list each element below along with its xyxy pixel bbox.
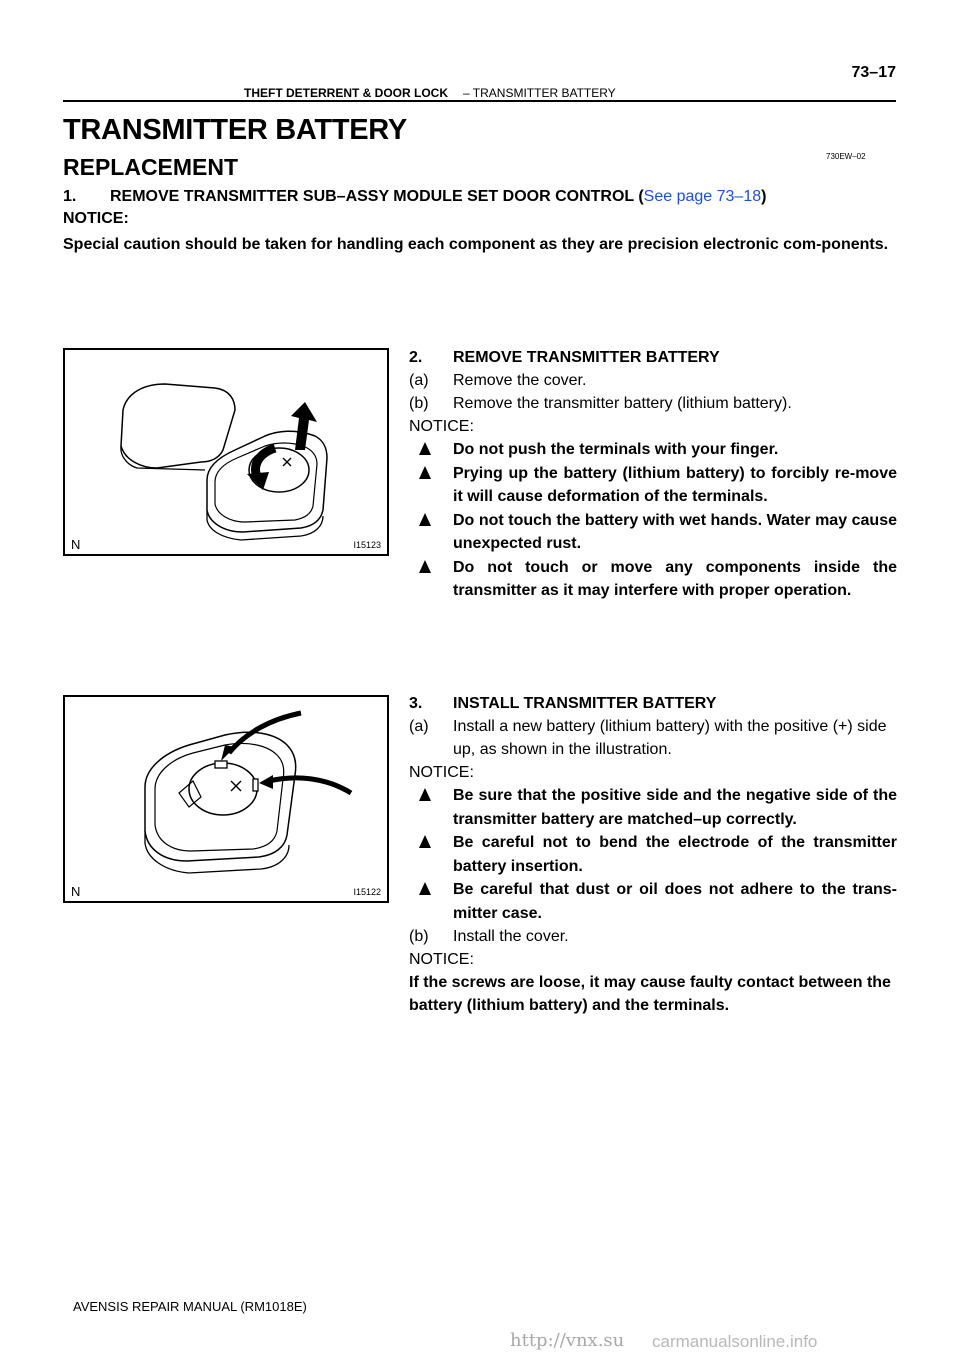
triangle-bullet-icon [419, 882, 431, 895]
step-1-number: 1. [63, 188, 77, 205]
header-rule [63, 100, 896, 102]
step-3-notice-label: NOTICE: [409, 764, 474, 781]
footer-manual: AVENSIS REPAIR MANUAL (RM1018E) [73, 1299, 307, 1314]
triangle-bullet-icon [419, 560, 431, 573]
page-subtitle: REPLACEMENT [63, 154, 239, 180]
header-section: THEFT DETERRENT & DOOR LOCK [244, 86, 448, 100]
step-3-bullet [409, 831, 897, 878]
step-2-bullet-text: Do not touch the battery with wet hands. Water may cause unexpected rust. [453, 511, 897, 552]
footer-link[interactable]: http://vnx.su [510, 1330, 625, 1351]
step-3 [409, 692, 897, 1017]
figure-1-id: I15123 [353, 540, 381, 550]
step-3-title-line [409, 692, 897, 715]
step-2-notice-label: NOTICE: [409, 418, 474, 435]
step-3-sub-b-num: (b) [409, 928, 429, 945]
step-2-bullet [409, 462, 897, 509]
figure-remove-battery [63, 348, 389, 556]
step-2-sub-a-num: (a) [409, 372, 429, 389]
step-2-bullet [409, 556, 897, 603]
step-2-sub-b [409, 392, 897, 415]
triangle-bullet-icon [419, 513, 431, 526]
notice-1-label: NOTICE: [63, 210, 129, 227]
figure-1-mark: N [71, 537, 81, 552]
step-2-title-line [409, 346, 897, 369]
step-3-sub-b-text: Install the cover. [453, 928, 569, 945]
step-3-bullet [409, 878, 897, 925]
remove-battery-illustration [65, 350, 387, 554]
step-1 [63, 188, 766, 206]
figure-2-id: I15122 [353, 887, 381, 897]
step-2-bullet-text: Do not touch or move any components inside the transmitter as it may interfere with proper operation. [453, 558, 897, 599]
step-1-text: REMOVE TRANSMITTER SUB–ASSY MODULE SET DOOR CONTROL ( [110, 188, 644, 205]
triangle-bullet-icon [419, 442, 431, 455]
triangle-bullet-icon [419, 788, 431, 801]
page-title: TRANSMITTER BATTERY [63, 114, 407, 146]
page-number: 73–17 [851, 64, 896, 81]
see-page-link[interactable]: See page 73–18 [643, 188, 762, 205]
step-2 [409, 346, 897, 603]
step-2-sub-b-text: Remove the transmitter battery (lithium battery). [453, 395, 792, 412]
figure-2-mark: N [71, 884, 81, 899]
step-2-bullet-text: Prying up the battery (lithium battery) to forcibly re-move it will cause deformation of the terminals. [453, 464, 897, 505]
step-2-bullet [409, 438, 897, 462]
step-2-sub-b-num: (b) [409, 395, 429, 412]
install-battery-illustration [65, 697, 387, 901]
header-subsection: – TRANSMITTER BATTERY [463, 86, 616, 100]
step-2-number: 2. [409, 349, 423, 366]
step-3-bullet-text: Be careful that dust or oil does not adhere to the trans-mitter case. [453, 881, 897, 922]
notice-1-text: Special caution should be taken for handling each component as they are precision electronic com-ponents. [63, 236, 889, 253]
step-2-sub-a-text: Remove the cover. [453, 372, 587, 389]
step-1-close: ) [761, 188, 767, 205]
step-3-sub-a-num: (a) [409, 718, 429, 735]
step-3-sub-a-text: Install a new battery (lithium battery) with the positive (+) side up, as shown in the illustration. [453, 718, 887, 758]
step-3-sub-a [409, 715, 897, 761]
step-2-title: REMOVE TRANSMITTER BATTERY [453, 349, 720, 366]
doc-code: 730EW–02 [826, 152, 866, 161]
step-3-notice-2-label: NOTICE: [409, 951, 474, 968]
step-3-bullet-text: Be sure that the positive side and the negative side of the transmitter battery are matched–up correctly. [453, 787, 897, 828]
footer-brand[interactable]: carmanualsonline.info [652, 1332, 818, 1351]
step-3-title: INSTALL TRANSMITTER BATTERY [453, 695, 717, 712]
step-3-number: 3. [409, 695, 423, 712]
figure-install-battery [63, 695, 389, 903]
step-3-notice-2-text: If the screws are loose, it may cause faulty contact between the battery (lithium battery) and the terminals. [409, 974, 891, 1014]
step-3-bullet [409, 784, 897, 831]
step-3-bullet-text: Be careful not to bend the electrode of the transmitter battery insertion. [453, 834, 897, 875]
step-2-bullet-text: Do not push the terminals with your finger. [453, 441, 779, 458]
step-2-sub-a [409, 369, 897, 392]
step-2-bullet [409, 509, 897, 556]
triangle-bullet-icon [419, 835, 431, 848]
step-3-sub-b [409, 925, 897, 948]
triangle-bullet-icon [419, 466, 431, 479]
